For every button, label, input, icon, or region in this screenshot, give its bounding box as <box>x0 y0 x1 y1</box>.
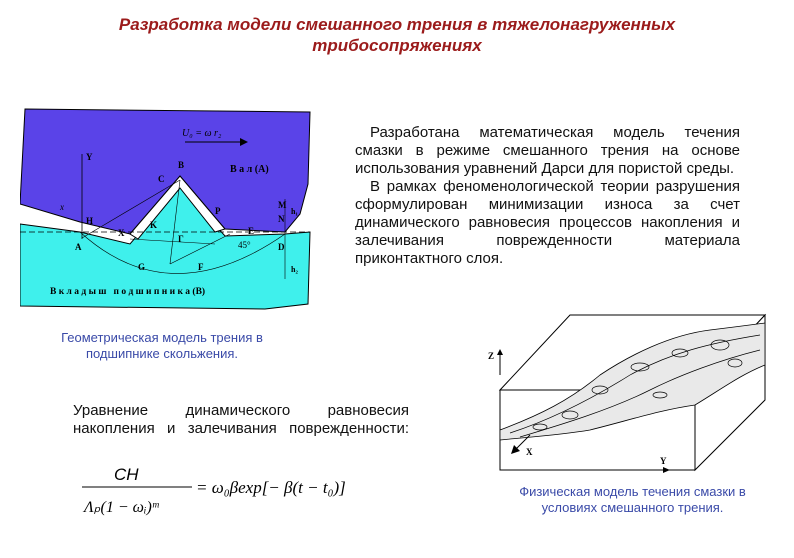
description-paragraph: В рамках феноменологической теории разрушения сформулирован минимизации износа за счет динамического равновесия процессов накопления и залечивания поврежденности материала приконтактного слоя. <box>355 178 740 267</box>
point-label-h: H <box>86 216 94 226</box>
shaft-label: В а л (А) <box>230 164 269 175</box>
description-paragraph: Разработана математическая модель течения смазки в режиме смешанного трения на основе использования уравнений Дарси для пористой среды. <box>355 124 740 177</box>
point-label-h2: h₂ <box>291 265 298 274</box>
axis-label-x: X <box>526 447 533 457</box>
z-axis-arrowhead <box>497 349 503 355</box>
point-label-p: P <box>215 206 221 216</box>
point-label-m: M <box>278 200 287 210</box>
point-label-c: C <box>158 174 165 184</box>
equation-numerator: CH <box>114 465 139 484</box>
description-text <box>355 124 740 268</box>
equation-denominator: Λₚ(1 − ωᵢ)ᵐ <box>84 499 159 516</box>
point-label-h1: h₁ <box>291 207 298 216</box>
right-figure-caption: Физическая модель течения смазки в условиях смешанного трения. <box>519 484 746 515</box>
angle-label: 45° <box>238 240 251 250</box>
point-label-e: E <box>248 226 255 236</box>
axis-label-y: Y <box>660 456 667 466</box>
point-label-d: D <box>278 242 285 252</box>
point-label-x-upper: X <box>118 228 125 238</box>
point-label-b: B <box>178 160 185 170</box>
point-label-g-cyr: Г <box>178 234 184 244</box>
lubricant-flow-figure <box>480 305 770 480</box>
point-label-k: K <box>150 220 158 230</box>
point-label-g: G <box>138 262 146 272</box>
point-label-a: A <box>75 242 82 252</box>
axis-label-z: Z <box>488 351 495 361</box>
bearing-geometry-figure <box>20 104 325 324</box>
liner-label: В к л а д ы ш п о д ш и п н и к а (В) <box>50 287 206 297</box>
damage-equilibrium-equation <box>80 462 380 532</box>
velocity-label: U₀ = ω r₂ <box>182 128 222 139</box>
point-label-f: F <box>198 262 204 272</box>
equation-rhs: = ω₀βexp[− β(t − t₀)] <box>196 478 346 497</box>
point-label-x-lower: x <box>60 202 64 212</box>
point-label-n: N <box>278 214 285 224</box>
equation-label: Уравнение динамического равновесия накопления и залечивания поврежденности: <box>73 402 409 437</box>
page-title: Разработка модели смешанного трения в тяжелонагруженных трибосопряжениях <box>118 15 676 55</box>
point-label-y: Y <box>86 152 93 162</box>
left-figure-caption: Геометрическая модель трения в подшипнике скольжения. <box>61 330 263 361</box>
